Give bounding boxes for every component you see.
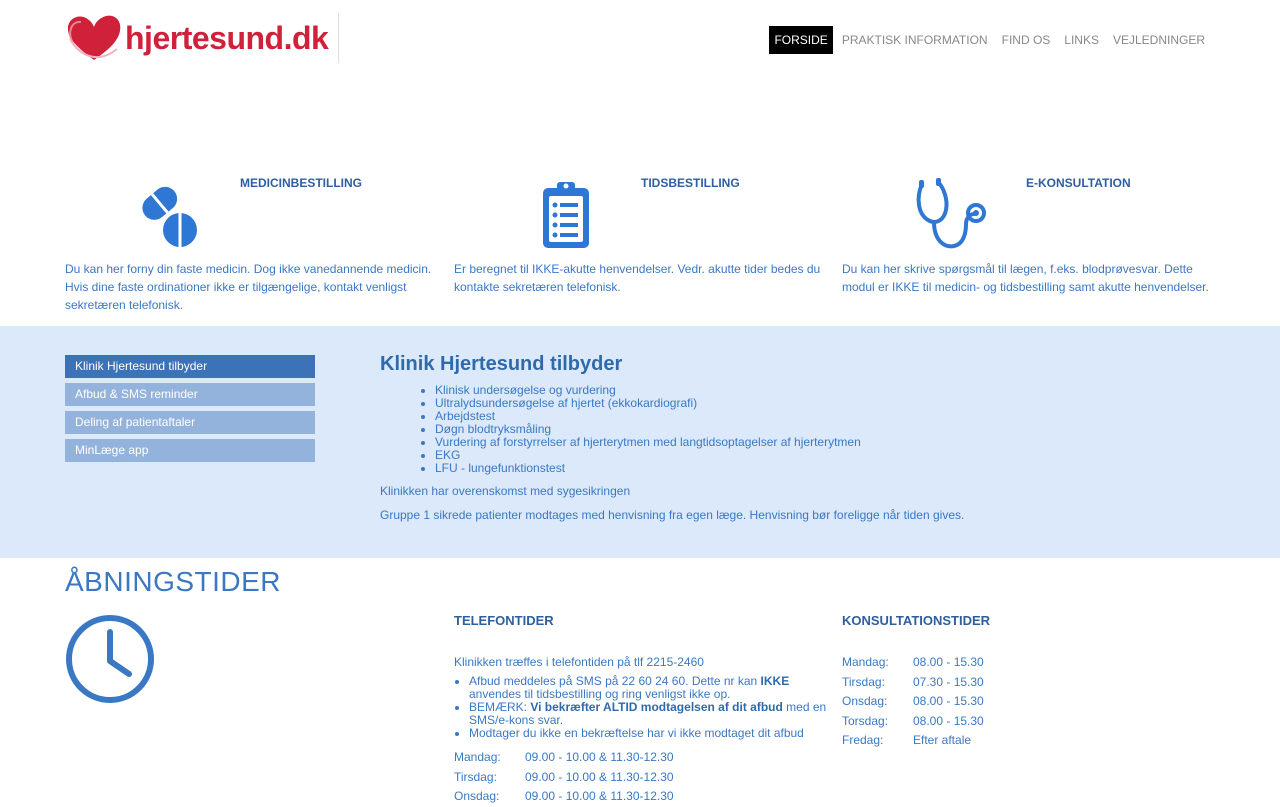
telefon-intro: Klinikken træffes i telefontiden på tlf 2215-2460 xyxy=(454,655,704,669)
clock-icon xyxy=(65,614,155,704)
list-item xyxy=(469,701,829,727)
service-title[interactable]: TIDSBESTILLING xyxy=(641,176,740,190)
service-title[interactable]: MEDICINBESTILLING xyxy=(240,176,362,190)
time-value: 07.30 - 15.30 xyxy=(913,674,984,689)
site-logo[interactable] xyxy=(65,13,339,63)
note-text: anvendes til tidsbestilling og ring venligst ikke op. xyxy=(469,687,731,701)
sidebar-item-minlaege-app[interactable]: MinLæge app xyxy=(65,439,315,462)
nav-find-os[interactable]: FIND OS xyxy=(1001,33,1051,47)
telefon-notes xyxy=(469,675,829,740)
time-value: 08.00 - 15.30 xyxy=(913,694,984,708)
list-item xyxy=(469,675,829,701)
list-item: • Ultralydsundersøgelse af hjertet (ekkokardiografi) xyxy=(435,397,1240,410)
hours-row xyxy=(454,748,829,768)
day-label: Fredag: xyxy=(842,733,884,747)
nav-praktisk-information[interactable]: PRAKTISK INFORMATION xyxy=(841,33,988,47)
note-text: BEMÆRK: xyxy=(469,700,531,714)
sidebar-item-afbud-sms[interactable]: Afbud & SMS reminder xyxy=(65,383,315,406)
note-text: Afbud meddeles på SMS på 22 60 24 60. Dette nr kan xyxy=(469,674,761,688)
offer-heading: Klinik Hjertesund tilbyder xyxy=(380,353,623,375)
offer-note-sygesikring: Klinikken har overenskomst med sygesikringen xyxy=(380,484,631,498)
service-desc: Du kan her forny din faste medicin. Dog ikke vanedannende medicin. Hvis dine faste ordinationer ikke er tilgængelige, kontakt venligst sekretæren telefonisk. xyxy=(65,262,432,312)
offer-content xyxy=(380,353,1240,523)
stethoscope-icon xyxy=(914,178,986,250)
hours-row xyxy=(842,712,984,732)
service-desc: Er beregnet til IKKE-akutte henvendelser. Vedr. akutte tider bedes du kontakte sekretæren telefonisk. xyxy=(454,262,821,294)
day-label: Mandag: xyxy=(842,655,889,669)
telefontider-title: TELEFONTIDER xyxy=(454,613,554,628)
offer-note-henvisning: Gruppe 1 sikrede patienter modtages med henvisning fra egen læge. Henvisning bør foreligge når tiden gives. xyxy=(380,508,965,522)
time-value: 08.00 - 15.30 xyxy=(913,713,984,728)
hours-row xyxy=(842,731,984,751)
nav-forside[interactable]: FORSIDE xyxy=(769,26,832,54)
day-label: Onsdag: xyxy=(842,694,888,708)
clipboard-icon xyxy=(530,178,602,250)
nav-links[interactable]: LINKS xyxy=(1064,33,1099,47)
list-item: • Døgn blodtryksmåling xyxy=(435,423,1240,436)
service-desc: Du kan her skrive spørgsmål til lægen, f.eks. blodprøvesvar. Dette modul er IKKE til medicin- og tidsbestilling samt akutte henvendelser. xyxy=(842,262,1209,294)
konsultationstider-block xyxy=(842,653,984,751)
nav-vejledninger[interactable]: VEJLEDNINGER xyxy=(1112,33,1205,47)
day-label: Onsdag: xyxy=(454,789,500,803)
list-item: • Klinisk undersøgelse og vurdering xyxy=(435,384,1240,397)
sidebar-item-deling-patientaftaler[interactable]: Deling af patientaftaler xyxy=(65,411,315,434)
hours-row xyxy=(454,787,829,807)
list-item: • Arbejdstest xyxy=(435,410,1240,423)
day-label: Torsdag: xyxy=(842,713,889,728)
hours-row xyxy=(842,692,984,712)
list-item: • EKG xyxy=(435,449,1240,462)
service-title[interactable]: E-KONSULTATION xyxy=(1026,176,1131,190)
day-label: Tirsdag: xyxy=(454,769,497,784)
main-nav xyxy=(765,26,1210,54)
sidebar-menu xyxy=(65,355,315,467)
hours-heading: ÅBNINGSTIDER xyxy=(65,566,282,597)
konsultationstider-title: KONSULTATIONSTIDER xyxy=(842,613,991,628)
logo-text: hjertesund.dk xyxy=(125,20,329,56)
offer-list xyxy=(435,384,1240,475)
day-label: Tirsdag: xyxy=(842,674,885,689)
heart-logo-icon xyxy=(65,13,123,63)
hours-row xyxy=(842,653,984,673)
time-value: 09.00 - 10.00 & 11.30-12.30 xyxy=(525,769,674,784)
time-value: 09.00 - 10.00 & 11.30-12.30 xyxy=(525,750,674,764)
pills-icon xyxy=(135,178,207,250)
telefontider-block xyxy=(454,655,829,807)
sidebar-item-klinik-tilbyder[interactable]: Klinik Hjertesund tilbyder xyxy=(65,355,315,378)
note-bold: Vi bekræfter ALTID modtagelsen af dit afbud xyxy=(530,700,783,714)
list-item: • LFU - lungefunktionstest xyxy=(435,462,1240,475)
note-text: med en SMS/e-kons svar. xyxy=(469,700,827,727)
hours-row xyxy=(842,673,984,693)
time-value: 08.00 - 15.30 xyxy=(913,655,984,669)
time-value: Efter aftale xyxy=(913,733,972,747)
offer-section xyxy=(0,326,1280,558)
note-bold: IKKE xyxy=(760,674,790,688)
list-item: • Modtager du ikke en bekræftelse har vi ikke modtaget dit afbud xyxy=(469,727,829,740)
day-label: Mandag: xyxy=(454,750,501,764)
time-value: 09.00 - 10.00 & 11.30-12.30 xyxy=(525,789,674,803)
list-item: • Vurdering af forstyrrelser af hjerterytmen med langtidsoptagelser af hjerterytmen xyxy=(435,436,1240,449)
hours-row xyxy=(454,768,829,788)
